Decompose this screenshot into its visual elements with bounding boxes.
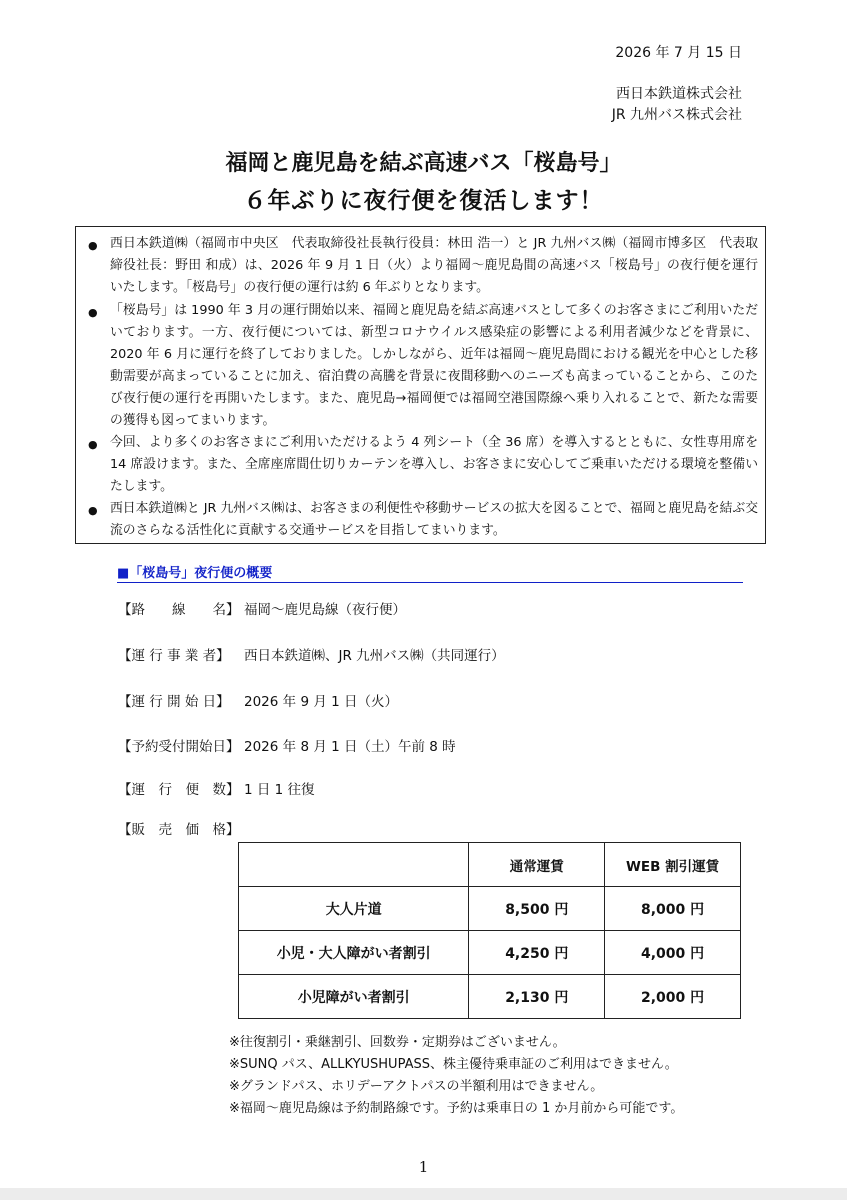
info-row-price xyxy=(118,818,244,838)
info-row-reservation-start xyxy=(118,735,456,755)
summary-paragraph: 西日本鉄道㈱と JR 九州バス㈱は、お客さまの利便性や移動サービスの拡大を図ることで、福岡と鹿児島を結ぶ交流のさらなる活性化に貢献する交通サービスを目指してまいります。 xyxy=(110,501,758,538)
regular-fare-cell: 8,500 円 xyxy=(469,887,605,931)
company-nishitetsu: 西日本鉄道株式会社 xyxy=(616,86,742,102)
table-row xyxy=(239,887,741,931)
release-date: 2026 年 7 月 15 日 xyxy=(615,45,742,61)
summary-paragraph: 今回、より多くのお客さまにご利用いただけるよう 4 列シート（全 36 席）を導入するとともに、女性専用席を 14 席設けます。また、全席座席間仕切りカーテンを導入し、お客さまに安心してご乗車いただける環境を整備いたします。 xyxy=(110,435,758,494)
info-value: 西日本鉄道㈱、JR 九州バス㈱（共同運行） xyxy=(244,648,505,664)
table-header-cell xyxy=(239,843,469,887)
table-header-row xyxy=(239,843,741,887)
document-subtitle: ６年ぶりに夜行便を復活します！ xyxy=(243,188,604,214)
viewer-bottom-bar xyxy=(0,1188,847,1200)
company-jr-kyushu-bus: JR 九州バス株式会社 xyxy=(611,107,742,123)
regular-fare-cell: 4,250 円 xyxy=(469,931,605,975)
info-value: 1 日 1 往復 xyxy=(244,782,315,798)
note-item: ※グランドパス、ホリデーアクトパスの半額利用はできません。 xyxy=(229,1079,604,1094)
info-value: 2026 年 8 月 1 日（土）午前 8 時 xyxy=(244,739,456,755)
summary-box xyxy=(75,226,766,544)
info-label: 【予約受付開始日】 xyxy=(118,739,240,755)
web-fare-cell: 4,000 円 xyxy=(605,931,741,975)
note-item: ※往復割引・乗継割引、回数券・定期券はございません。 xyxy=(229,1035,566,1050)
table-row xyxy=(239,975,741,1019)
document-title: 福岡と鹿児島を結ぶ高速バス「桜島号」 xyxy=(225,151,622,176)
table-header-cell: WEB 割引運賃 xyxy=(605,843,741,887)
note-item: ※福岡～鹿児島線は予約制路線です。予約は乗車日の 1 か月前から可能です。 xyxy=(229,1101,684,1116)
info-value: 福岡～鹿児島線（夜行便） xyxy=(244,602,406,618)
info-row-route xyxy=(118,598,406,618)
summary-paragraph: 西日本鉄道㈱（福岡市中央区 代表取締役社長執行役員：林田 浩一）と JR 九州バス㈱（福岡市博多区 代表取締役社長：野田 和成）は、2026 年 9 月 1 日（火）より福岡～鹿児島間の高速バス「桜島号」の夜行便を運行いたします。「桜島号」の夜行便の運行は約 6 年ぶりとなります。 xyxy=(110,236,758,295)
bullet-icon: ● xyxy=(88,504,98,517)
fare-type-cell: 小児・大人障がい者割引 xyxy=(239,931,469,975)
info-label: 【運 行 開 始 日】 xyxy=(118,694,230,710)
web-fare-cell: 8,000 円 xyxy=(605,887,741,931)
info-row-operator xyxy=(118,644,505,664)
info-label: 【販 売 価 格】 xyxy=(118,822,240,838)
fare-type-cell: 小児障がい者割引 xyxy=(239,975,469,1019)
info-row-frequency xyxy=(118,778,315,798)
bullet-icon: ● xyxy=(88,306,98,319)
page-number: 1 xyxy=(418,1158,429,1176)
table-header-cell: 通常運賃 xyxy=(469,843,605,887)
info-label: 【路 線 名】 xyxy=(118,602,240,618)
note-item: ※SUNQ パス、ALLKYUSHUPASS、株主優待乗車証のご利用はできません。 xyxy=(229,1057,678,1072)
table-row xyxy=(239,931,741,975)
regular-fare-cell: 2,130 円 xyxy=(469,975,605,1019)
bullet-icon: ● xyxy=(88,239,98,252)
summary-paragraph: 「桜島号」は 1990 年 3 月の運行開始以来、福岡と鹿児島を結ぶ高速バスとして多くのお客さまにご利用いただいております。一方、夜行便については、新型コロナウイルス感染症の影響による利用者減少などを背景に、2020 年 6 月に運行を終了しておりました。しかしながら、近年は福岡～鹿児島間における観光を中心とした移動需要が高まっていることに加え、宿泊費の高騰を背景に夜間移動へのニーズも高まっていることから、このたび夜行便の運行を再開いたします。また、鹿児島→福岡便では福岡空港国際線へ乗り入れることで、新たな需要の獲得も図ってまいります。 xyxy=(110,303,758,428)
fare-type-cell: 大人片道 xyxy=(239,887,469,931)
web-fare-cell: 2,000 円 xyxy=(605,975,741,1019)
bullet-icon: ● xyxy=(88,438,98,451)
info-label: 【運 行 便 数】 xyxy=(118,782,240,798)
info-label: 【運 行 事 業 者】 xyxy=(118,648,230,664)
info-value: 2026 年 9 月 1 日（火） xyxy=(244,694,398,710)
info-row-start-date xyxy=(118,690,398,710)
overview-section-heading: ■「桜島号」夜行便の概要 xyxy=(117,562,743,583)
price-table xyxy=(238,842,741,1019)
